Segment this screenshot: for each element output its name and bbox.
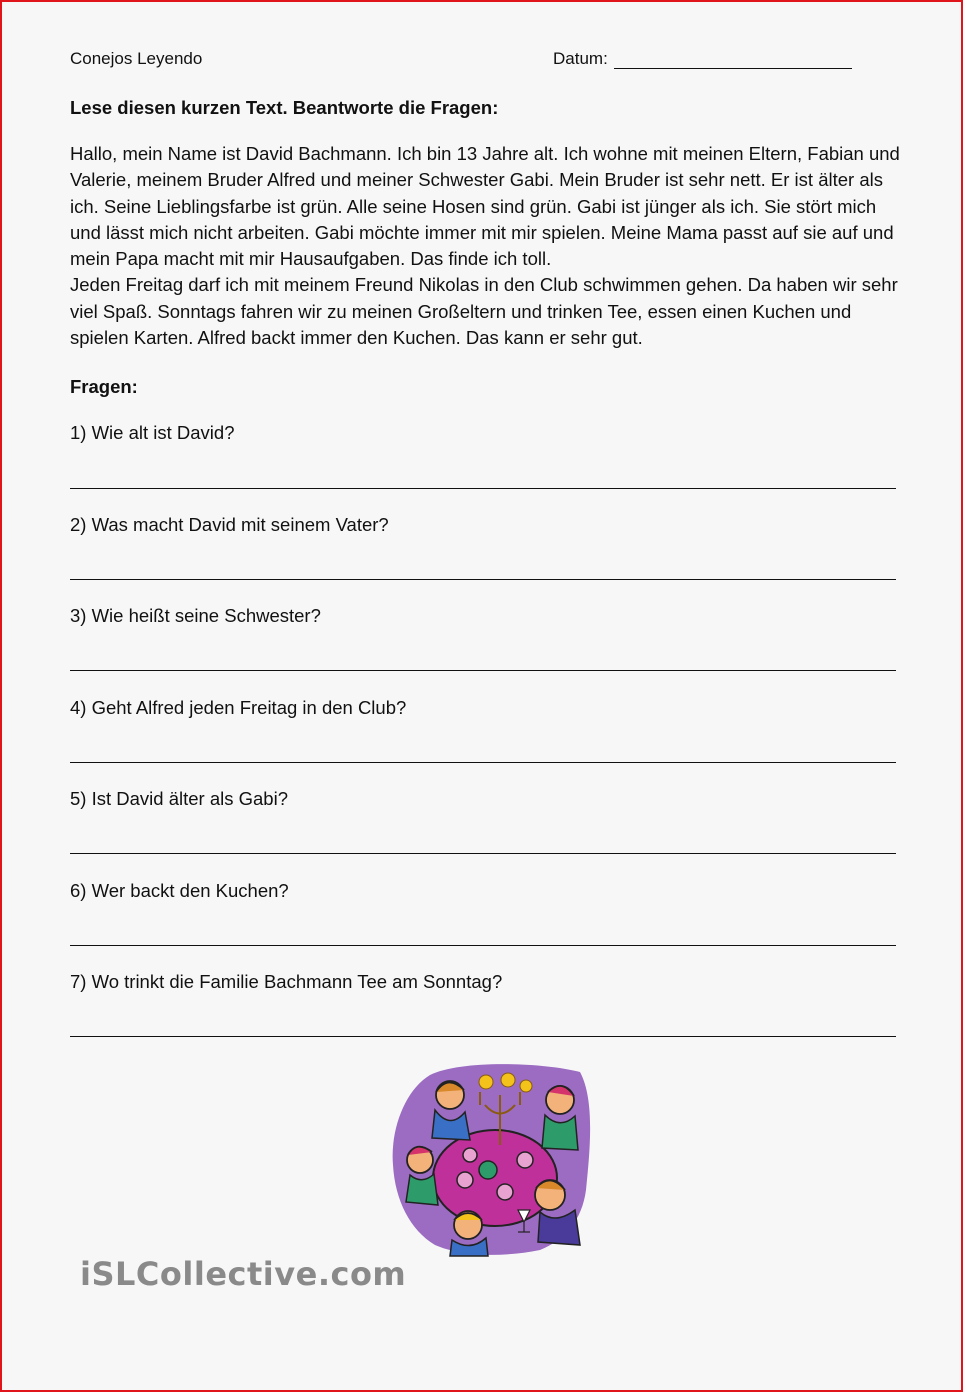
instruction-heading: Lese diesen kurzen Text. Beantworte die Fragen: xyxy=(70,97,499,118)
question-item xyxy=(70,788,896,810)
question-item xyxy=(70,880,896,902)
answer-line[interactable] xyxy=(70,579,896,580)
plate-icon xyxy=(463,1148,477,1162)
reading-text xyxy=(70,141,910,351)
question-text: 7) Wo trinkt die Familie Bachmann Tee am Sonntag? xyxy=(70,971,503,992)
answer-line[interactable] xyxy=(70,488,896,489)
answer-line[interactable] xyxy=(70,945,896,946)
question-item xyxy=(70,697,896,719)
plate-icon xyxy=(517,1152,533,1168)
answer-line[interactable] xyxy=(70,853,896,854)
date-label: Datum: xyxy=(553,49,608,68)
worksheet-title: Conejos Leyendo xyxy=(70,49,203,68)
plate-icon xyxy=(457,1172,473,1188)
question-text: 5) Ist David älter als Gabi? xyxy=(70,788,288,809)
reading-paragraph: Jeden Freitag darf ich mit meinem Freund Nikolas in den Club schwimmen gehen. Da haben wir sehr viel Spaß. Sonntags fahren wir zu meinen Großeltern und trinken Tee, essen einen Kuchen und spielen Karten. Alfred backt immer den Kuchen. Das kann er sehr gut. xyxy=(70,274,898,349)
watermark-logo: iSLCollective.com xyxy=(80,1255,407,1293)
question-item xyxy=(70,514,896,536)
plate-icon xyxy=(497,1184,513,1200)
questions-heading: Fragen: xyxy=(70,376,138,397)
answer-line[interactable] xyxy=(70,670,896,671)
answer-line[interactable] xyxy=(70,1036,896,1037)
question-text: 6) Wer backt den Kuchen? xyxy=(70,880,289,901)
date-answer-line[interactable] xyxy=(614,51,852,69)
plate-icon xyxy=(479,1161,497,1179)
question-text: 1) Wie alt ist David? xyxy=(70,422,235,443)
answer-line[interactable] xyxy=(70,762,896,763)
question-text: 3) Wie heißt seine Schwester? xyxy=(70,605,321,626)
question-item xyxy=(70,971,896,993)
question-text: 4) Geht Alfred jeden Freitag in den Club? xyxy=(70,697,407,718)
table-icon xyxy=(433,1130,557,1226)
question-item xyxy=(70,605,896,627)
date-field xyxy=(553,49,852,69)
family-dinner-illustration xyxy=(390,1060,596,1260)
question-text: 2) Was macht David mit seinem Vater? xyxy=(70,514,389,535)
reading-paragraph: Hallo, mein Name ist David Bachmann. Ich bin 13 Jahre alt. Ich wohne mit meinen Eltern, Fabian und Valerie, meinem Bruder Alfred und meiner Schwester Gabi. Mein Bruder ist sehr nett. Er ist älter als ich. Seine Lieblingsfarbe ist grün. Alle seine Hosen sind grün. Gabi ist jünger als ich. Sie stört mich und lässt mich nicht arbeiten. Gabi möchte immer mit mir spielen. Meine Mama passt auf sie auf und mein Papa macht mit mir Hausaufgaben. Das finde ich toll. xyxy=(70,143,900,270)
question-item xyxy=(70,422,896,444)
